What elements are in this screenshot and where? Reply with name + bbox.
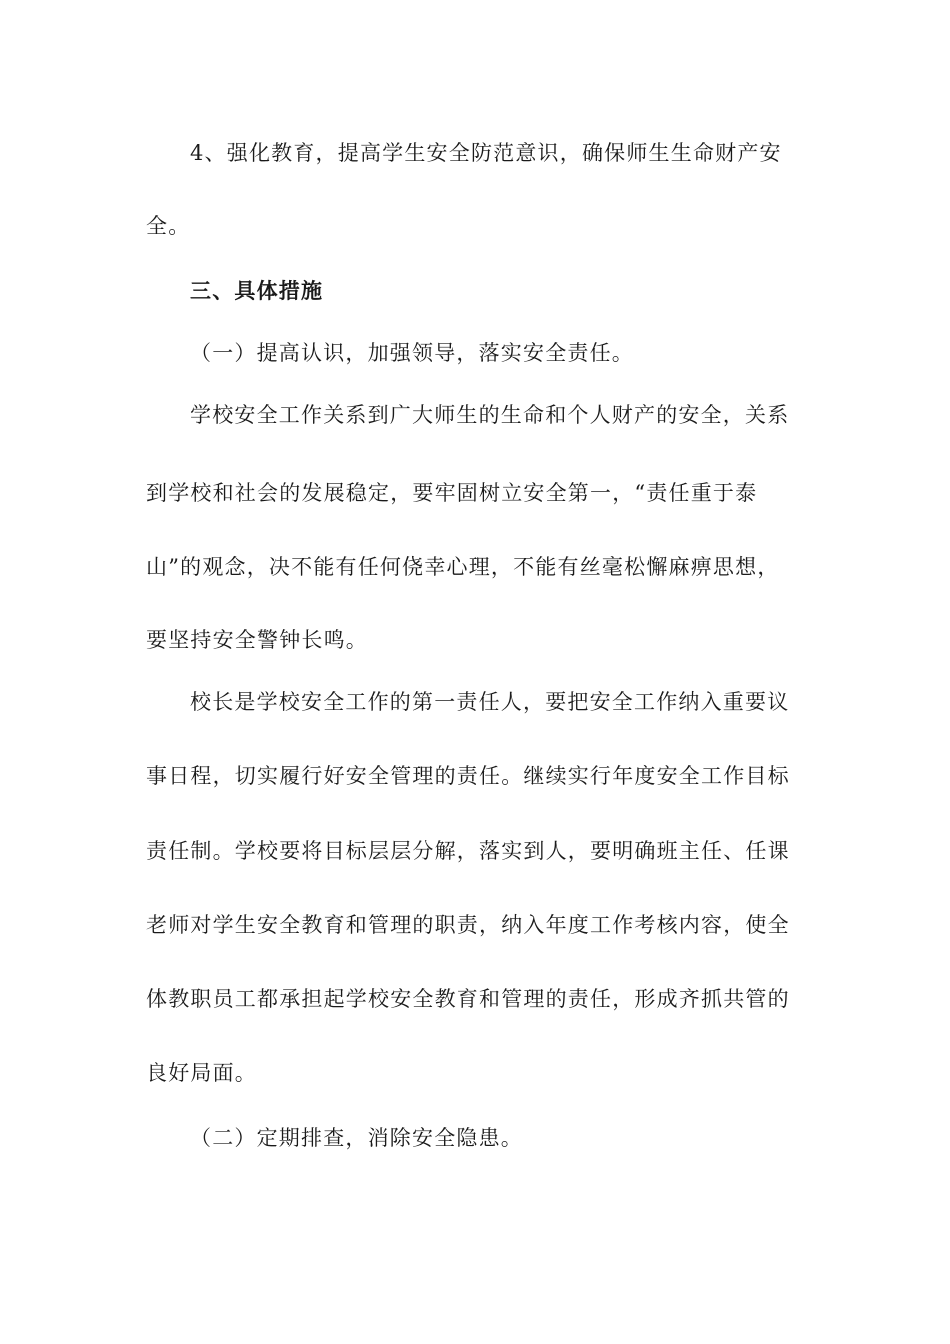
body-2-line-3: 责任制。学校要将目标层层分解，落实到人，要明确班主任、任课	[146, 839, 790, 863]
body-2-line-2: 事日程，切实履行好安全管理的责任。继续实行年度安全工作目标	[146, 764, 790, 788]
subheading-2: （二）定期排查，消除安全隐患。	[190, 1126, 523, 1150]
paragraph-4-line-2: 全。	[146, 214, 191, 238]
body-1-line-1: 学校安全工作关系到广大师生的生命和个人财产的安全，关系	[190, 403, 790, 427]
body-2-line-6: 良好局面。	[146, 1061, 257, 1085]
body-2-line-5: 体教职员工都承担起学校安全教育和管理的责任，形成齐抓共管的	[146, 987, 790, 1011]
body-1-line-3: 山”的观念，决不能有任何侥幸心理，不能有丝毫松懈麻痹思想，	[146, 555, 780, 579]
body-2-line-1: 校长是学校安全工作的第一责任人，要把安全工作纳入重要议	[190, 690, 790, 714]
paragraph-4-line-1: 4、强化教育，提高学生安全防范意识，确保师生生命财产安	[190, 141, 782, 165]
subheading-1: （一）提高认识，加强领导，落实安全责任。	[190, 341, 634, 365]
section-heading: 三、具体措施	[190, 278, 324, 303]
body-2-line-4: 老师对学生安全教育和管理的职责，纳入年度工作考核内容，使全	[146, 913, 790, 937]
body-1-line-4: 要坚持安全警钟长鸣。	[146, 628, 368, 652]
body-1-line-2: 到学校和社会的发展稳定，要牢固树立安全第一，“责任重于泰	[146, 481, 758, 505]
